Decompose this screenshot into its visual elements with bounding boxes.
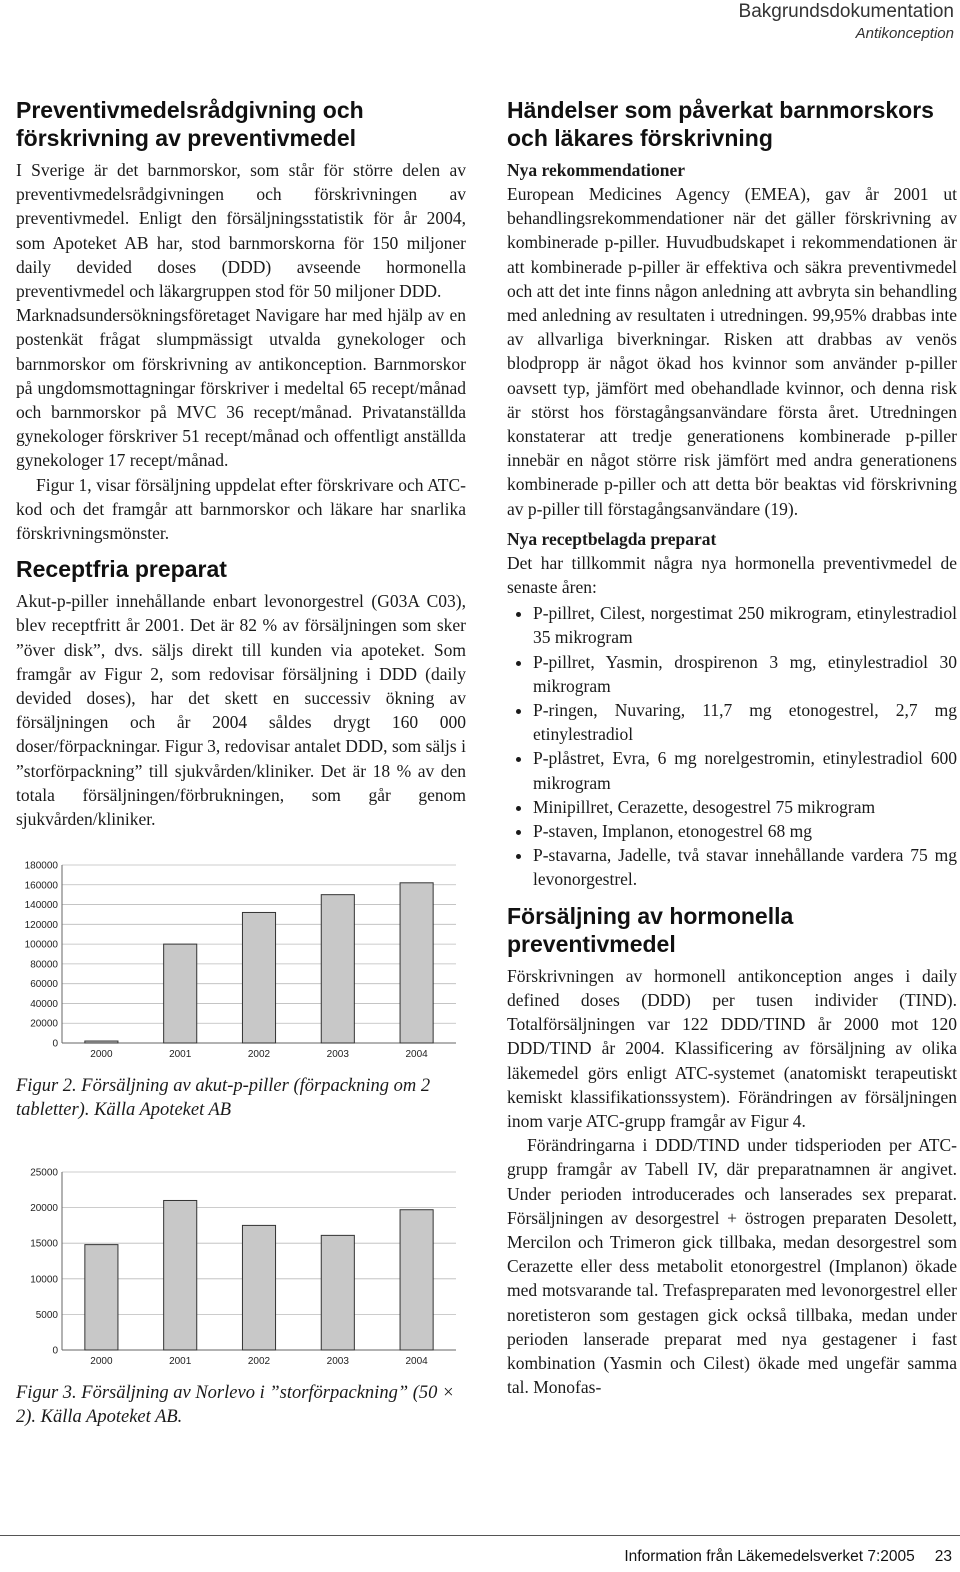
y-tick-label: 60000 — [30, 979, 58, 991]
paragraph-8: Förändringarna i DDD/TIND under tidsperioden per ATC-grupp framgår av Tabell IV, där preparatnamnen är angivet. Under perioden introducerades och lanserades sex preparat. Försäljningen av desorgestrel + östrogen preparaten Desolett, Mercilon och Trimeron gick tillbaka, medan desorgestrel som Cerazette eller dess metabolit etonorgestrel (Implanon) ökade med motsvarande tal. Trefaspreparaten med levonorgestrel eller noretisteron som gestagen gick också tillbaka, medan under perioden lanserade preparat med nya gestagener i fast kombination (Yasmin och Cilest) ökade med ungefär samma tal. Monofas- — [507, 1135, 957, 1398]
y-tick-label: 20000 — [30, 1203, 58, 1215]
figure-3-chart — [16, 1162, 466, 1377]
bar — [242, 1226, 275, 1351]
figure-2-svg — [16, 855, 466, 1065]
y-tick-label: 5000 — [35, 1310, 58, 1322]
x-tick-label: 2001 — [169, 1356, 192, 1368]
paragraph-4: Akut-p-piller innehållande enbart levonorgestrel (G03A C03), blev receptfritt år 2001. Det är 82 % av försäljningen som sker ”över disk”, dvs. säljs direkt till kunden via apoteket. Som framgår av Figur 2, som redovisar försäljning i DDD (daily devided doses), har det skett en successiv ökning av försäljningen och år 2004 såldes drygt 160 000 doser/förpackningar. Figur 3, redovisar antalet DDD, som säljs i ”storförpackning” till sjukvården/kliniker. Det är 18 % av den totala försäljningen/förbrukningen, som går genom sjukvården/kliniker. — [16, 591, 466, 830]
x-tick-label: 2000 — [90, 1049, 113, 1061]
paragraph-5: European Medicines Agency (EMEA), gav år 2001 ut behandlingsrekommendationer när det gäller förskrivning av kombinerade p-piller. Huvudbudskapet i rekommendationen är att kombinerade p-piller är effektiva och säkra preventivmedel och att det inte finns någon anledning att avbryta sin behandling med anledning av resultaten i utredningen. 99,95% drabbas inte av allvarliga biverkningar. Risken att drabbas av venös blodpropp är något ökad hos kvinnor som använder p-piller oavsett typ, jämfört med obehandlade kvinnor, och denna risk är störst hos förstagångsanvändare första året. Utredningen konstaterar att tredje generationens kombinerade p-piller innebär en något större risk jämfört med andra generationens kombinerade p-piller och att detta bör beaktas vid förskrivning av p-piller till förstagångsanvändare (19). — [507, 184, 957, 519]
subheading-nya-receptbelagda: Nya receptbelagda preparat — [507, 528, 717, 549]
list-item: • P-staven, Implanon, etonogestrel 68 mg — [533, 819, 957, 843]
bar — [164, 944, 197, 1043]
section-heading-handelser: Händelser som påverkat barnmorskors och läkares förskrivning — [507, 97, 934, 151]
y-tick-label: 10000 — [30, 1274, 58, 1286]
header-title: Bakgrundsdokumentation — [738, 1, 954, 22]
bar — [321, 895, 354, 1043]
paragraph-2: Marknadsundersökningsföretaget Navigare har med hjälp av en postenkät frågat slumpmässigt utvalda gynekologer och barnmorskor om förskrivning av antikonception. Barnmorskor på ungdomsmottagningar förskriver i medeltal 65 recept/månad och barnmorskor på MVC 36 recept/månad. Privatanställda gynekologer förskriver 51 recept/månad och offentligt anställda gynekologer 17 recept/månad. — [16, 305, 466, 471]
figure-2-caption: Figur 2. Försäljning av akut-p-piller (förpackning om 2 tabletter). Källa Apoteket AB — [16, 1076, 431, 1121]
subheading-nya-rekommendationer: Nya rekommendationer — [507, 160, 686, 180]
y-tick-label: 80000 — [30, 959, 58, 971]
y-tick-label: 15000 — [30, 1238, 58, 1250]
figure-3-svg — [16, 1162, 466, 1372]
page-footer — [624, 1548, 952, 1566]
bar — [321, 1236, 354, 1351]
bar — [400, 1210, 433, 1350]
x-tick-label: 2002 — [247, 1356, 271, 1368]
list-item: • P-pillret, Yasmin, drospirenon 3 mg, etinylestradiol 30 mikrogram — [533, 650, 957, 698]
page-header — [739, 0, 954, 44]
y-tick-label: 25000 — [30, 1167, 58, 1179]
x-tick-label: 2001 — [169, 1049, 192, 1061]
x-tick-label: 2000 — [90, 1356, 113, 1368]
figure-2-chart — [16, 855, 466, 1070]
y-tick-label: 0 — [52, 1038, 58, 1050]
bar — [400, 883, 433, 1043]
x-tick-label: 2004 — [405, 1049, 428, 1061]
paragraph-3: Figur 1, visar försäljning uppdelat efter förskrivare och ATC-kod och det framgår att barnmorskor och läkare har snarlika förskrivningsmönster. — [16, 474, 466, 544]
paragraph-1: I Sverige är det barnmorskor, som står för större delen av preventivmedelsrådgivningen och förskrivningen av preventivmedel. Enligt den försäljningsstatistik för år 2004, som Apoteket AB har, stod barnmorskorna för 150 miljoner daily devided doses (DDD) avseende hormonella preventivmedel och läkargruppen stod för 50 miljoner DDD. — [16, 160, 466, 302]
bar — [242, 913, 275, 1044]
bar — [85, 1041, 118, 1043]
page-number: 23 — [934, 1548, 952, 1565]
list-item: • P-stavarna, Jadelle, två stavar innehållande vardera 75 mg levonorgestrel. — [533, 843, 957, 891]
right-column — [507, 96, 957, 1399]
left-column — [16, 96, 466, 1429]
y-tick-label: 20000 — [30, 1019, 58, 1031]
y-tick-label: 40000 — [30, 999, 58, 1011]
x-tick-label: 2004 — [405, 1356, 428, 1368]
list-item: • P-ringen, Nuvaring, 11,7 mg etonogestrel, 2,7 mg etinylestradiol — [533, 698, 957, 746]
x-tick-label: 2002 — [247, 1049, 271, 1061]
paragraph-7: Förskrivningen av hormonell antikonception anges i daily defined doses (DDD) per tusen individer (TIND). Totalförsäljningen var 122 DDD/TIND år 2000 mot 120 DDD/TIND år 2004. Klassificering av försäljning av olika läkemedel görs enligt ATC-systemet (anatomiskt terapeutiskt kemiskt klassifikationssystem). Förändringen av försäljningen inom varje ATC-grupp framgår av Figur 4. — [507, 965, 957, 1131]
section-heading-forsaljning: Försäljning av hormonella preventivmedel — [507, 902, 794, 957]
y-tick-label: 160000 — [24, 880, 58, 892]
figure-3-caption: Figur 3. Försäljning av Norlevo i ”storförpackning” (50 × 2). Källa Apoteket AB. — [16, 1383, 455, 1428]
section-heading-preventivmedelsradgivning: Preventivmedelsrådgivning och förskrivning av preventivmedel — [16, 97, 364, 151]
y-tick-label: 0 — [52, 1345, 58, 1357]
y-tick-label: 120000 — [24, 920, 58, 932]
footer-text: Information från Läkemedelsverket 7:2005 — [624, 1548, 915, 1565]
list-item: • P-pillret, Cilest, norgestimat 250 mikrogram, etinylestradiol 35 mikrogram — [533, 601, 957, 649]
paragraph-6: Det har tillkommit några nya hormonella preventivmedel de senaste åren: — [507, 552, 957, 598]
header-subtitle: Antikonception — [855, 25, 954, 42]
x-tick-label: 2003 — [326, 1049, 349, 1061]
y-tick-label: 180000 — [24, 860, 58, 872]
y-tick-label: 100000 — [24, 939, 58, 951]
list-item: • P-plåstret, Evra, 6 mg norelgestromin, etinylestradiol 600 mikrogram — [533, 746, 957, 794]
list-item: • Minipillret, Cerazette, desogestrel 75 mikrogram — [533, 795, 957, 819]
x-tick-label: 2003 — [326, 1356, 349, 1368]
footer-rule — [0, 1535, 960, 1536]
bar — [164, 1201, 197, 1351]
bar — [85, 1245, 118, 1350]
section-heading-receptfria: Receptfria preparat — [16, 556, 227, 583]
preparat-list — [507, 601, 957, 891]
y-tick-label: 140000 — [24, 900, 58, 912]
